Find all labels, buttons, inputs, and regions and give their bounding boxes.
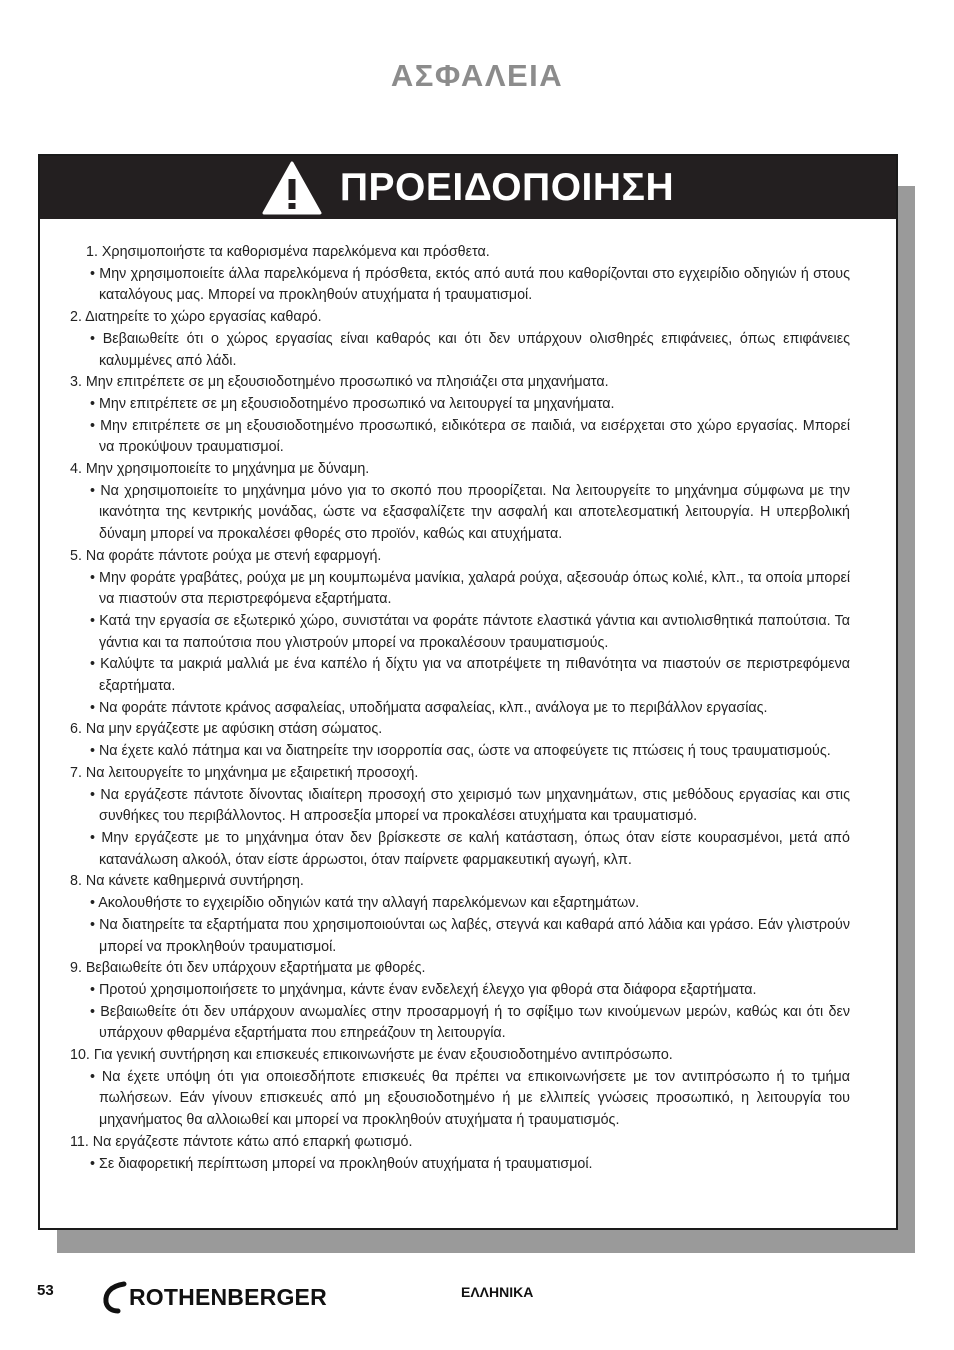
page-number: 53 [37, 1282, 54, 1299]
list-item-bullet: • Μην εργάζεστε με το μηχάνημα όταν δεν βρίσκεστε σε καλή κατάσταση, όπως όταν είστε κουρασμένοι, μετά από κατανάλωση αλκοόλ, όταν είστε άρρωστοι, όταν παίρνετε φαρμακευτική αγωγή, κλπ. [90, 829, 850, 868]
section-title: ΑΣΦΑΛΕΙΑ [390, 58, 564, 93]
list-item-heading: 7. Να λειτουργείτε το μηχάνημα με εξαιρετική προσοχή. [70, 764, 419, 781]
list-item-heading: 11. Να εργάζεστε πάντοτε κάτω από επαρκή φωτισμό. [70, 1133, 413, 1150]
warning-box [38, 154, 898, 1230]
list-item-bullet: • Ακολουθήστε το εγχειρίδιο οδηγιών κατά την αλλαγή παρελκόμενων και εξαρτημάτων. [90, 895, 640, 912]
list-item-bullet: • Προτού χρησιμοποιήσετε το μηχάνημα, κάντε έναν ενδελεχή έλεγχο για φθορά στα διάφορα εξαρτήματα. [90, 981, 757, 998]
brand-name: ROTHENBERGER [129, 1283, 327, 1310]
list-item-bullet: • Να έχετε υπόψη ότι για οποιεσδήποτε επισκευές θα πρέπει να επικοινωνήσετε με τον αντιπρόσωπο ή το τμήμα πωλήσεων. Εάν γίνουν επισκευές από μη εξουσιοδοτημένο ή με ελλιπείς γνώσεις προσωπικό, η λειτουργία του μηχανήματος θα αλλοιωθεί και μπορεί να προκληθούν ατυχήματα ή τραυματισμός. [90, 1068, 850, 1129]
warning-content [40, 219, 896, 1175]
language-label: ΕΛΛΗΝΙΚΑ [461, 1284, 534, 1300]
list-item-bullet: • Σε διαφορετική περίπτωση μπορεί να προκληθούν ατυχήματα ή τραυματισμοί. [90, 1155, 593, 1172]
list-item-bullet: • Να χρησιμοποιείτε το μηχάνημα μόνο για το σκοπό που προορίζεται. Να λειτουργείτε το μηχάνημα σύμφωνα με την ικανότητα της κεντρικής μονάδας, ώστε να εξασφαλίζετε την ασφαλή και αποτελεσματική λειτουργία. Η υπερβολική δύναμη μπορεί να προκαλέσει φθορές στο προϊόν, καθώς και ατυχήματα. [90, 482, 850, 543]
list-item-bullet: • Βεβαιωθείτε ότι δεν υπάρχουν ανωμαλίες στην προσαρμογή ή το σφίξιμο των κινούμενων μερών, καθώς και ότι δεν υπάρχουν φθαρμένα εξαρτήματα που επηρεάζουν τη λειτουργία. [90, 1003, 850, 1042]
list-item-heading: 5. Να φοράτε πάντοτε ρούχα με στενή εφαρμογή. [70, 547, 382, 564]
brand-logo [102, 1280, 327, 1314]
list-item-heading: 1. Χρησιμοποιήστε τα καθορισμένα παρελκόμενα και πρόσθετα. [86, 244, 490, 260]
list-item-heading: 3. Μην επιτρέπετε σε μη εξουσιοδοτημένο προσωπικό να πλησιάζει στα μηχανήματα. [70, 374, 609, 391]
list-item-heading: 4. Μην χρησιμοποιείτε το μηχάνημα με δύναμη. [70, 461, 370, 478]
list-item-bullet: • Να έχετε καλό πάτημα και να διατηρείτε την ισορροπία σας, ώστε να αποφεύγετε τις πτώσεις ή τους τραυματισμούς. [90, 743, 831, 760]
list-item-bullet: • Να διατηρείτε τα εξαρτήματα που χρησιμοποιούνται ως λαβές, στεγνά και καθαρά από λάδια και γράσο. Εάν γλιστρούν μπορεί να προκληθούν τραυματισμοί. [90, 916, 850, 955]
list-item-heading: 6. Να μην εργάζεστε με αφύσικη στάση σώματος. [70, 721, 383, 738]
warning-triangle-icon [262, 160, 322, 216]
list-item-bullet: • Καλύψτε τα μακριά μαλλιά με ένα καπέλο ή δίχτυ για να αποτρέψετε τη πιθανότητα να πιαστούν σε περιστρεφόμενα εξαρτήματα. [90, 656, 850, 695]
list-item-heading: 2. Διατηρείτε το χώρο εργασίας καθαρό. [70, 309, 322, 326]
list-item-heading: 9. Βεβαιωθείτε ότι δεν υπάρχουν εξαρτήματα με φθορές. [70, 960, 426, 977]
list-item-bullet: • Κατά την εργασία σε εξωτερικό χώρο, συνιστάται να φοράτε πάντοτε ελαστικά γάντια και αντιολισθητικά παπούτσια. Τα γάντια και τα παπούτσια που γλιστρούν μπορεί να προκαλέσουν τραυματισμούς. [90, 612, 850, 651]
list-item-bullet: • Να φοράτε πάντοτε κράνος ασφαλείας, υποδήματα ασφαλείας, κλπ., ανάλογα με το περιβάλλον εργασίας. [90, 699, 768, 716]
list-item-bullet: • Μην χρησιμοποιείτε άλλα παρελκόμενα ή πρόσθετα, εκτός από αυτά που καθορίζονται στο εγχειρίδιο οδηγιών ή στους καταλόγους μας. Μπορεί να προκληθούν ατυχήματα ή τραυματισμοί. [90, 265, 850, 304]
list-item-bullet: • Να εργάζεστε πάντοτε δίνοντας ιδιαίτερη προσοχή στο χειρισμό των μηχανημάτων, στις μεθόδους εργασίας και στις συνθήκες του περιβάλλοντος. Η απροσεξία μπορεί να προκαλέσει ατυχήματα και τραυματισμό. [90, 786, 850, 825]
list-item-bullet: • Μην επιτρέπετε σε μη εξουσιοδοτημένο προσωπικό, ειδικότερα σε παιδιά, να εισέρχεται στο χώρο εργασίας. Μπορεί να προκύψουν τραυματισμοί. [90, 417, 850, 456]
list-item-heading: 8. Να κάνετε καθημερινά συντήρηση. [70, 873, 304, 890]
list-item-bullet: • Μην επιτρέπετε σε μη εξουσιοδοτημένο προσωπικό να λειτουργεί τα μηχανήματα. [90, 395, 615, 412]
list-item-heading: 10. Για γενική συντήρηση και επισκευές επικοινωνήστε με έναν εξουσιοδοτημένο αντιπρόσωπο. [70, 1047, 673, 1064]
list-item-bullet: • Μην φοράτε γραβάτες, ρούχα με μη κουμπωμένα μανίκια, χαλαρά ρούχα, αξεσουάρ όπως κολιέ, κλπ., τα οποία μπορεί να πιαστούν στα περιστρεφόμενα εξαρτήματα. [90, 569, 850, 608]
warning-header [40, 156, 896, 219]
rothenberger-logo-icon [102, 1280, 128, 1314]
list-item-bullet: • Βεβαιωθείτε ότι ο χώρος εργασίας είναι καθαρός και ότι δεν υπάρχουν ολισθηρές επιφάνειες, όπως επιφάνειες καλυμμένες από λάδι. [90, 330, 850, 369]
warning-title: ΠΡΟΕΙΔΟΠΟΙΗΣΗ [339, 165, 675, 209]
